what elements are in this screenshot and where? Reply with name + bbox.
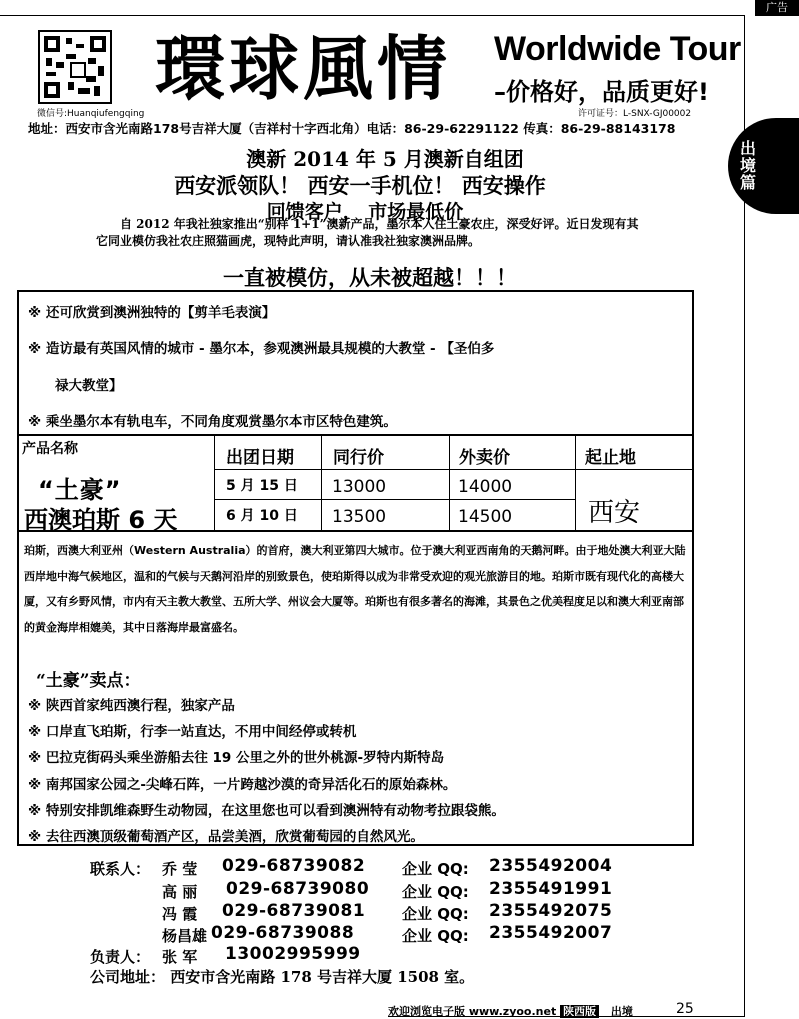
qr-code-icon [38,30,112,104]
selling-point: ※ 陕西首家纯西澳行程，独家产品 [28,698,235,714]
destination-description: 珀斯，西澳大利亚州（Western Australia）的首府，澳大利亚第四大城市。位于澳大利亚西南角的天鹅河畔。由于地处澳大利亚大陆西岸地中海气候地区，温和的气候与天鹅河沿岸的别致景色，使珀斯得以成为非常受欢迎的观光旅游目的地。珀斯市既有现代化的高楼大厦，又有乡野风情，市内有天主教大教堂、五所大学、州议会大厦等。珀斯也有很多著名的海滩，其景色之优美程度足以和澳大利亚南部的黄金海岸相媲美，其中日落海岸最富盛名。 [24,544,686,634]
peer-price: 13000 [332,477,387,497]
manager-phone: 13002995999 [225,944,361,964]
wechat-id: 微信号:Huanqiufengqing [37,109,145,119]
highlight-item: ※ 造访最有英国风情的城市 - 墨尔本，参观澳洲最具规模的大教堂 - 【圣伯多 [28,341,495,357]
selling-point: ※ 去往西澳顶级葡萄酒产区，品尝美酒，欣赏葡萄园的自然风光。 [28,829,424,845]
title-tagline: 一直被模仿，从未被超越！！！ [223,265,517,290]
retail-price: 14000 [458,477,513,497]
footer-text: 欢迎浏览电子版 www.zyoo.net [388,1005,557,1018]
top-rule [0,15,745,16]
product-name: 西澳珀斯 6 天 [24,506,178,534]
contact-phone: 029-68739088 [211,923,355,943]
qq-label: 企业 QQ: [402,860,469,878]
qq-label: 企业 QQ: [402,927,469,945]
intro-paragraph: 自 2012 年我社独家推出“别样 1+1”澳新产品，墨尔本入住土豪农庄，深受好评。近日发现有其它同业模仿我社农庄照猫画虎，现特此声明，请认准我社独家澳洲品牌。 [96,217,639,248]
selling-point: ※ 巴拉克街码头乘坐游船去往 19 公里之外的世外桃源-罗特内斯特岛 [28,750,445,766]
slogan-en: Worldwide Tour [494,30,741,68]
contact-name: 乔 莹 [162,860,198,878]
contact-name: 高 丽 [162,883,198,901]
qq-number: 2355492007 [489,923,613,943]
departure-date: 5 月 15 日 [226,478,298,494]
table-divider [449,434,450,530]
slogan-cn: –价格好，品质更好! [494,78,709,106]
contact-phone: 029-68739082 [222,856,366,876]
highlight-item-continued: 禄大教堂】 [55,378,123,394]
table-header-destination: 起止地 [585,448,636,468]
departure-date: 6 月 10 日 [226,508,298,524]
table-header-name: 产品名称 [22,441,78,457]
table-rule [17,434,694,436]
footer-section: 出境 [610,1005,633,1018]
qq-label: 企业 QQ: [402,905,469,923]
table-header-retail-price: 外卖价 [459,448,510,468]
section-tab-label: 出境篇 [739,139,756,192]
manager-name: 张 军 [162,948,198,966]
destination-city: 西安 [588,498,641,528]
selling-point: ※ 特别安排凯维森野生动物园，在这里您也可以看到澳洲特有动物考拉跟袋熊。 [28,803,505,819]
table-rule [214,469,694,470]
edition-tag: 陕西版 [560,1005,599,1018]
contacts-label: 联系人： [90,860,151,878]
brand-logo: 環球風情 [155,27,451,110]
highlight-item: ※ 乘坐墨尔本有轨电车，不同角度观赏墨尔本市区特色建筑。 [28,414,397,430]
contact-name: 杨昌雄 [162,927,208,945]
qq-number: 2355491991 [489,879,613,899]
title-promo: 回馈客户， 市场最低价 [266,201,464,223]
selling-point: ※ 南邦国家公园之-尖峰石阵，一片跨越沙漠的奇异活化石的原始森林。 [28,777,457,793]
highlight-item: ※ 还可欣赏到澳洲独特的【剪羊毛表演】 [28,305,276,321]
product-name: “土豪” [38,476,122,504]
page-number: 25 [676,1001,694,1017]
selling-point: ※ 口岸直飞珀斯，行李一站直达，不用中间经停或转机 [28,724,357,740]
table-divider [321,434,322,530]
title-sub: 西安派领队！ 西安一手机位！ 西安操作 [174,173,546,198]
company-address: 公司地址： 西安市含光南路 178 号吉祥大厦 1508 室。 [90,968,475,986]
table-divider [575,434,576,530]
peer-price: 13500 [332,507,387,527]
license-number: 许可证号：L-SNX-GJ00002 [578,109,692,119]
selling-points-title: “土豪”卖点： [36,671,141,691]
qq-number: 2355492004 [489,856,613,876]
table-rule [214,499,575,500]
qq-number: 2355492075 [489,901,613,921]
contact-phone: 029-68739080 [226,879,370,899]
table-header-date: 出团日期 [226,448,294,468]
table-divider [214,434,215,530]
contact-name: 冯 霞 [162,905,198,923]
qq-label: 企业 QQ: [402,883,469,901]
agency-address: 地址：西安市含光南路178号吉祥大厦（吉祥村十字西北角）电话：86-29-62291122 传真：86-29-88143178 [28,121,676,136]
manager-label: 负责人： [90,948,151,966]
contact-phone: 029-68739081 [222,901,366,921]
title-main: 澳新 2014 年 5 月澳新自组团 [246,147,524,171]
table-header-peer-price: 同行价 [333,448,384,468]
ad-tag: 广告 [755,0,799,16]
retail-price: 14500 [458,507,513,527]
